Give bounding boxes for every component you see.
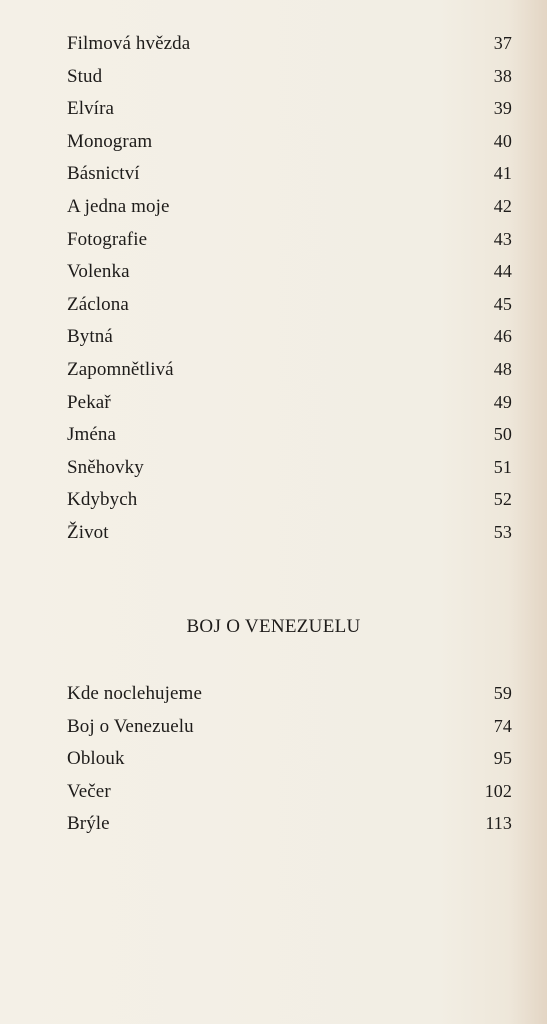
toc-entry-title: Volenka bbox=[67, 261, 130, 283]
toc-entry-title: Elvíra bbox=[67, 98, 115, 120]
toc-entry-page: 39 bbox=[493, 98, 512, 119]
toc-entry-title: A jedna moje bbox=[67, 195, 170, 217]
toc-entry bbox=[67, 157, 512, 190]
toc-entry bbox=[67, 483, 512, 516]
toc-entry-page: 37 bbox=[493, 33, 512, 53]
toc-entry bbox=[67, 386, 512, 419]
toc-entry-title: Večer bbox=[67, 780, 111, 802]
toc-entry bbox=[67, 92, 512, 125]
toc-entry-page: 113 bbox=[485, 813, 512, 834]
toc-entry-page: 52 bbox=[493, 489, 512, 510]
toc-entry-title: Sněhovky bbox=[67, 456, 144, 478]
toc-list-part2 bbox=[67, 677, 512, 840]
toc-entry bbox=[67, 775, 512, 808]
toc-entry-page: 40 bbox=[493, 130, 512, 151]
toc-entry-title: Filmová hvězda bbox=[67, 33, 191, 54]
toc-entry-title: Záclona bbox=[67, 293, 129, 315]
section-heading: BOJ O VENEZUELU bbox=[186, 616, 361, 637]
toc-entry-page: 41 bbox=[493, 163, 512, 184]
toc-entry-title: Oblouk bbox=[67, 748, 125, 770]
toc-entry-page: 46 bbox=[493, 326, 512, 347]
toc-entry-title: Kdybych bbox=[67, 489, 138, 511]
toc-entry bbox=[67, 353, 512, 386]
toc-entry bbox=[67, 27, 512, 60]
toc-entry-page: 43 bbox=[493, 228, 512, 249]
toc-entry bbox=[67, 288, 512, 321]
toc-entry-title: Zapomnětlivá bbox=[67, 358, 174, 380]
toc-entry bbox=[67, 451, 512, 484]
toc-entry-page: 44 bbox=[493, 261, 512, 282]
toc-entry bbox=[67, 255, 512, 288]
toc-entry-page: 74 bbox=[493, 715, 512, 736]
toc-entry-title: Monogram bbox=[67, 130, 153, 152]
toc-entry-title: Život bbox=[67, 521, 109, 543]
toc-entry bbox=[67, 677, 512, 710]
toc-entry-title: Jména bbox=[67, 424, 117, 446]
toc-entry-page: 38 bbox=[493, 65, 512, 86]
toc-entry-title: Brýle bbox=[67, 813, 110, 835]
toc-entry bbox=[67, 742, 512, 775]
toc-entry-title: Básnictví bbox=[67, 163, 140, 185]
toc-entry-title: Fotografie bbox=[67, 228, 148, 250]
toc-entry-page: 48 bbox=[493, 358, 512, 379]
toc-entry-page: 50 bbox=[493, 424, 512, 445]
toc-entry bbox=[67, 418, 512, 451]
toc-entry-title: Boj o Venezuelu bbox=[67, 715, 194, 737]
toc-entry bbox=[67, 190, 512, 223]
toc-entry bbox=[67, 223, 512, 256]
toc-entry-page: 59 bbox=[493, 683, 512, 703]
toc-entry-title: Pekař bbox=[67, 391, 111, 413]
toc-entry-title: Stud bbox=[67, 65, 103, 87]
toc-entry bbox=[67, 125, 512, 158]
toc-entry bbox=[67, 516, 512, 549]
toc-entry-page: 49 bbox=[493, 391, 512, 412]
toc-entry bbox=[67, 710, 512, 743]
toc-entry bbox=[67, 60, 512, 93]
toc-entry bbox=[67, 807, 512, 840]
toc-entry-page: 53 bbox=[493, 521, 512, 542]
toc-entry-page: 95 bbox=[493, 748, 512, 769]
toc-entry-page: 51 bbox=[493, 456, 512, 477]
toc-entry-page: 42 bbox=[493, 195, 512, 216]
toc-entry-page: 45 bbox=[493, 293, 512, 314]
toc-entry-page: 102 bbox=[484, 780, 512, 801]
toc-entry-title: Bytná bbox=[67, 326, 113, 348]
toc-entry-title: Kde noclehujeme bbox=[67, 683, 202, 704]
toc-entry bbox=[67, 320, 512, 353]
toc-list-part1 bbox=[67, 27, 512, 549]
